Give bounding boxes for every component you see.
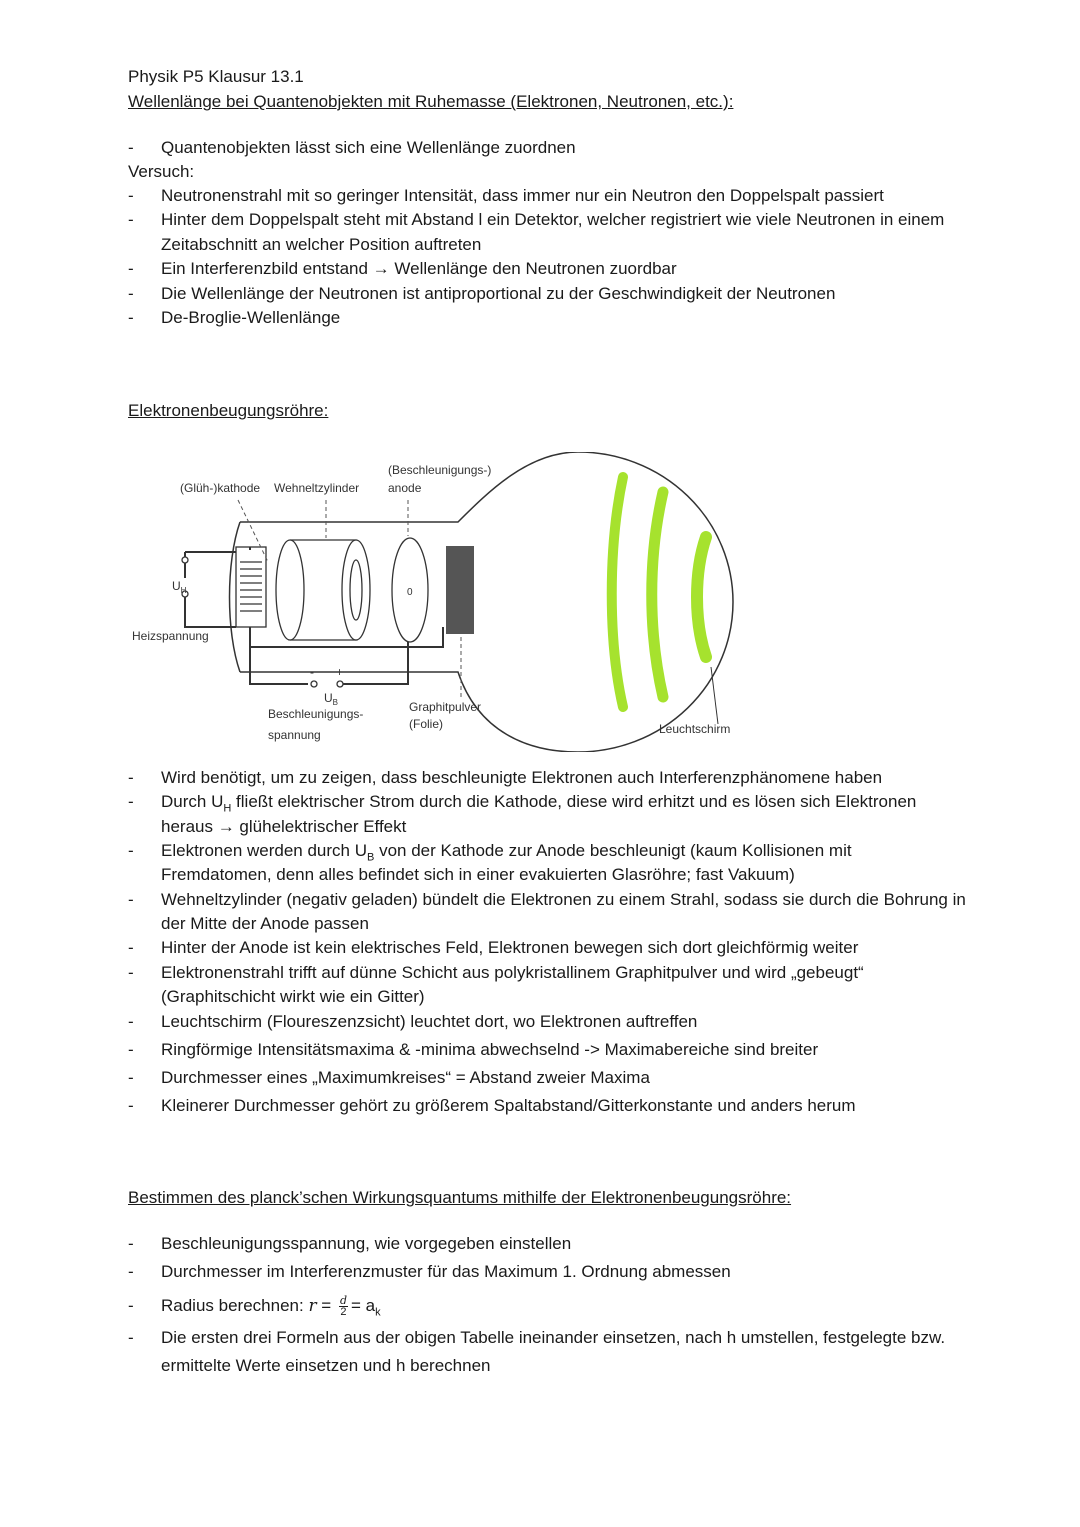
section3-title: Bestimmen des planck’schen Wirkungsquantums mithilfe der Elektronenbeugungsröhre: xyxy=(128,1188,792,1207)
heizspannung-label: Heizspannung xyxy=(132,629,209,643)
plus-label: + xyxy=(336,665,344,679)
kathode-coil xyxy=(236,547,266,627)
page: Physik P5 Klausur 13.1 Wellenlänge bei Quantenobjekten mit Ruhemasse (Elektronen, Neutronen, etc.): - Quantenobjekten lässt sich eine Wellenlänge zuordnen Versuch: - Neutronenstrahl mit so geringer Intensität, dass immer nur ein Neutron den Doppelspalt passiert - Hinter dem Doppelspalt steht mit Abstand l ein Detektor, welcher registriert wie viele Neutronen in einem Zeitabschnitt an welcher Position auftreten - Ein Interferenzbild entstand → Wellenlänge den Neutronen zuordbar - Die Wellenlänge der Neutronen ist antiproportional zu der Geschwindigkeit der Neutronen - De-Broglie-Wellenlänge Elektronenbeugungsröhre: 0 (Glüh-)kathode Wehneltzylinder (Beschleunigungs-) anode Heizspannung - + Beschleunigungs- spannung Graphitpulver (Folie) Leuchtschirm $U_H$ $U_B$ - Wird benötigt, um zu zeigen, dass beschleunigte Elektronen auch Interferenzphänomene haben - Durch $U_H$ fließt elektrischer Strom durch die Kathode, diese wird erhitzt und es lösen sich Elektronen heraus → glühelektrischer Effekt - Elektronen werden durch $U_B$ von der Kathode zur Anode beschleunigt (kaum Kollisionen mit Fremdatomen, denn alles befindet sich in einer evakuierten Glasröhre; fast Vakuum) - Wehneltzylinder (negativ geladen) bündelt die Elektronen zu einem Strahl, sodass sie durch die Bohrung in der Mitte der Anode passen - Hinter der Anode ist kein elektrisches Feld, Elektronen bewegen sich dort gleichförmig weiter - Elektronenstrahl trifft auf dünne Schicht aus polykristallinem Graphitpulver und wird „gebeugt“ (Graphitschicht wirkt wie ein Gitter) - Leuchtschirm (Floureszenzsicht) leuchtet dort, wo Elektronen auftreffen - Ringförmige Intensitätsmaxima & -minima abwechselnd -> Maximabereiche sind breiter - Durchmesser eines „Maximumkreises“ = Abstand zweier Maxima - Kleinerer Durchmesser gehört zu größerem Spaltabstand/Gitterkonstante und anders herum Bestimmen des planck’schen Wirkungsquantums mithilfe der Elektronenbeugungsröhre: - Beschleunigungsspannung, wie vorgegeben einstellen - Durchmesser im Interferenzmuster für das Maximum 1. Ordnung abmessen - Radius berechnen: r = $\frac{d}{2}$ = $a_k$ - Die ersten drei Formeln aus der obigen Tabelle ineinander einsetzen, nach h umstellen, festgelegte bzw. ermittelte Werte einsetzen und h berechnen xyxy=(128,67,966,1375)
anode-label-2: anode xyxy=(388,481,422,495)
course-title: Physik P5 Klausur 13.1 xyxy=(128,67,304,86)
graphit-label-1: Graphitpulver xyxy=(409,700,482,714)
uh-label: $U_H$ xyxy=(172,579,187,595)
anode-hole-label: 0 xyxy=(407,587,413,598)
screen-leader-line xyxy=(711,667,718,724)
wehnelt-label: Wehneltzylinder xyxy=(274,481,360,495)
screen-rings xyxy=(612,477,706,707)
wehnelt-cylinder xyxy=(276,540,370,640)
electron-diffraction-tube-diagram xyxy=(128,452,748,752)
kathode-label: (Glüh-)kathode xyxy=(180,481,261,495)
beschleunigung-label-1: Beschleunigungs- xyxy=(268,707,364,721)
versuch-label: Versuch: xyxy=(128,162,195,181)
fraction: $\frac{d}{2}$ xyxy=(339,1294,347,1319)
minus-label: - xyxy=(310,665,314,679)
graphit-label-2: (Folie) xyxy=(409,717,444,731)
section1-title: Wellenlänge bei Quantenobjekten mit Ruhemasse (Elektronen, Neutronen, etc.): xyxy=(128,92,734,111)
anode-label-1: (Beschleunigungs-) xyxy=(388,463,492,477)
leuchtschirm-label: Leuchtschirm xyxy=(659,722,731,736)
section2-title: Elektronenbeugungsröhre: xyxy=(128,401,329,420)
graphite-foil xyxy=(446,546,474,634)
ub-label: $U_B$ xyxy=(324,691,339,707)
beschleunigung-label-2: spannung xyxy=(268,728,321,742)
